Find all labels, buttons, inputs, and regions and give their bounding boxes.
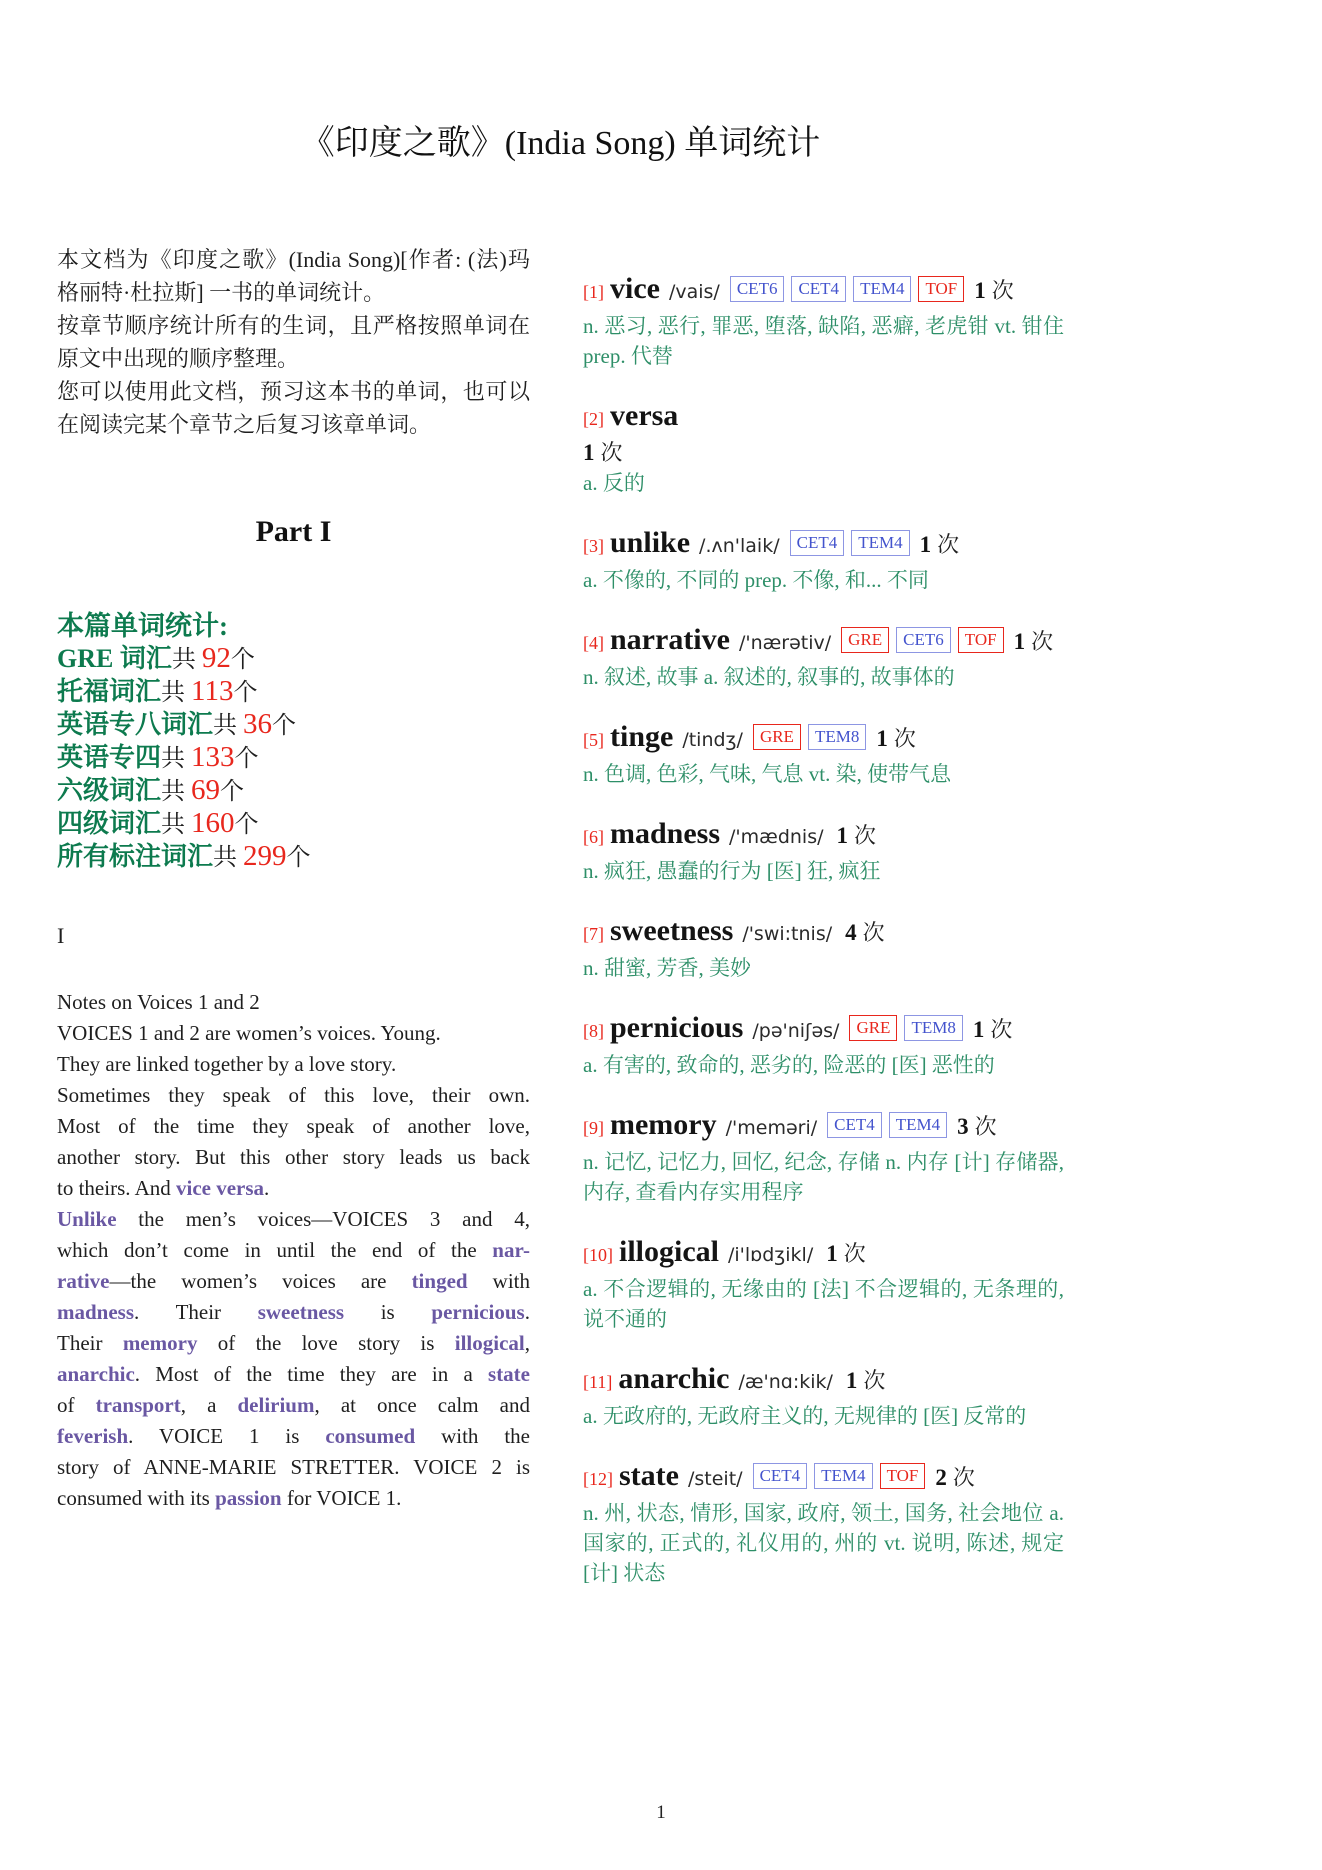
stat-suffix: 个 [272,713,297,739]
entry-phonetic: /pə'niʃəs/ [752,1020,840,1042]
entry-count: 4 [845,920,857,945]
passage-line [57,1142,530,1173]
dict-entry [583,621,1064,692]
stat-line [57,676,530,709]
entry-count-suffix: 次 [843,1241,866,1266]
stat-suffix: 个 [230,647,255,673]
stat-label: 英语专八词汇 [57,710,214,739]
dict-entry [583,1233,1064,1334]
dict-entry [583,1009,1064,1080]
entry-tag-tem4: TEM4 [851,530,909,556]
stat-line [57,643,530,676]
dict-entry [583,1457,1064,1588]
entry-word: narrative [610,623,730,656]
entry-head [583,718,1064,759]
passage-line [57,1111,530,1142]
entry-index: [1] [583,282,604,302]
entry-definition: a. 不像的, 不同的 prep. 不像, 和... 不同 [583,568,929,592]
entry-index: [11] [583,1372,613,1392]
dict-entry [583,912,1064,983]
entry-head [583,1360,1064,1401]
entry-word: madness [610,817,721,850]
highlighted-word: sweetness [257,1300,345,1324]
passage-text: Notes on Voices 1 and 2 [57,990,260,1014]
entry-count: 3 [957,1114,969,1139]
stat-line [57,808,530,841]
entry-count-suffix: 次 [893,726,916,751]
entry-head [583,1009,1064,1050]
entry-count: 1 [1013,629,1026,654]
passage-text: with the [415,1424,530,1448]
entries-column [583,270,1064,1614]
stat-mid-text: 共 [213,713,244,739]
passage-text: Their [57,1331,123,1355]
highlighted-word: memory [122,1331,198,1355]
stats-heading: 本篇单词统计: [57,611,228,641]
passage-text: . Most of the time they are in a [134,1362,489,1386]
stat-count: 133 [191,741,235,773]
entry-definition: n. 叙述, 故事 a. 叙述的, 叙事的, 故事体的 [583,665,955,689]
passage-text: to theirs. And [57,1176,176,1200]
highlighted-word: nar- [492,1238,530,1262]
intro-paragraph: 您可以使用此文档，预习这本书的单词，也可以在阅读完某个章节之后复习该章单词。 [57,379,530,437]
entry-count: 2 [935,1465,947,1490]
highlighted-word: delirium [237,1393,315,1417]
page-number: 1 [656,1802,666,1823]
entry-tag-tem4: TEM4 [853,276,911,302]
stat-count: 160 [191,807,235,839]
passage-line [57,1080,530,1111]
entry-definition: n. 甜蜜, 芳香, 美妙 [583,956,751,980]
entry-phonetic: /'nærətiv/ [738,632,832,654]
entry-count: 1 [972,1017,985,1042]
stat-line [57,775,530,808]
passage-text: . Their [134,1300,258,1324]
entry-count-suffix: 次 [1031,629,1054,654]
highlighted-word: state [488,1362,530,1386]
entry-tag-cet4: CET4 [753,1463,808,1489]
highlighted-word: illogical [454,1331,525,1355]
entry-word: anarchic [618,1362,730,1395]
entry-count: 1 [845,1368,858,1393]
entry-phonetic: /steit/ [687,1468,743,1490]
entry-index: [2] [583,409,604,429]
passage-text: . [524,1300,530,1324]
entry-definition: n. 疯狂, 愚蠢的行为 [医] 狂, 疯狂 [583,859,881,883]
entry-tag-tof: TOF [918,276,964,302]
entry-word: illogical [619,1235,719,1268]
stat-mid-text: 共 [213,845,244,871]
entry-count-suffix: 次 [990,1017,1013,1042]
entry-tag-tem4: TEM4 [889,1112,947,1138]
passage-text: story of ANNE-MARIE STRETTER. VOICE 2 is [57,1455,530,1479]
entry-word: tinge [610,720,674,753]
stat-label: 所有标注词汇 [57,842,214,871]
stat-mid-text: 共 [171,647,202,673]
stat-count: 36 [243,708,273,740]
passage-line [57,1018,530,1049]
entry-word: versa [610,399,679,432]
entry-phonetic: /æ'nɑ:kik/ [738,1371,833,1393]
passage-text: . VOICE 1 is [128,1424,326,1448]
passage-line [57,1173,530,1204]
entry-head [583,815,1064,856]
passage-line [57,987,530,1018]
dict-entry [583,397,1064,498]
stat-suffix: 个 [233,680,258,706]
entry-head [583,621,1064,662]
entry-phonetic: /'swi:tnis/ [742,923,833,945]
entry-index: [9] [583,1118,604,1138]
passage-text: Sometimes they speak of this love, their own. [57,1083,530,1107]
passage-line [57,1483,530,1514]
passage-text: another story. But this other story leads us back [57,1145,530,1169]
entry-word: state [619,1459,679,1492]
dict-entry [583,270,1064,371]
part-heading: Part I [255,515,332,548]
entry-phonetic: /tindʒ/ [682,729,743,751]
stat-mid-text: 共 [161,680,192,706]
passage-text: for VOICE 1. [281,1486,402,1510]
highlighted-word: rative [57,1269,110,1293]
entry-definition: a. 反的 [583,471,645,495]
highlighted-word: pernicious [431,1300,525,1324]
stat-suffix: 个 [234,812,259,838]
entry-count-suffix: 次 [991,278,1014,303]
entry-tag-tem8: TEM8 [904,1015,962,1041]
entry-phonetic: /.ʌn'laik/ [699,535,780,557]
stat-count: 113 [191,675,234,707]
passage-text: , at once calm and [314,1393,530,1417]
passage-text: is [344,1300,432,1324]
stat-label: 托福词汇 [57,677,162,706]
entry-count-suffix: 次 [974,1114,997,1139]
passage-text: VOICES 1 and 2 are women’s voices. Young. [57,1021,441,1045]
passage-line [57,1204,530,1235]
dict-entry [583,1106,1064,1207]
entry-definition: n. 记忆, 记忆力, 回忆, 纪念, 存储 n. 内存 [计] 存储器, 内存, 查看内存实用程序 [583,1150,1064,1204]
stat-count: 299 [243,840,287,872]
passage-line [57,1390,530,1421]
passage-text: the men’s voices—VOICES 3 and 4, [116,1207,530,1231]
highlighted-word: passion [215,1486,282,1510]
passage-line [57,1266,530,1297]
highlighted-word: Unlike [57,1207,117,1231]
entry-word: vice [610,272,660,305]
entry-definition: n. 色调, 色彩, 气味, 气息 vt. 染, 使带气息 [583,762,952,786]
entry-count-suffix: 次 [952,1465,975,1490]
stat-count: 69 [191,774,221,806]
entry-count: 1 [826,1241,838,1266]
entry-tag-cet4: CET4 [827,1112,882,1138]
entry-count: 1 [836,823,849,848]
passage-text: , a [180,1393,238,1417]
passage-text: which don’t come in until the end of the [57,1238,493,1262]
dict-entry [583,524,1064,595]
entry-count: 1 [919,532,932,557]
passage-line [57,1297,530,1328]
entry-head [583,397,1064,438]
entry-count: 1 [876,726,888,751]
entry-phonetic: /'meməri/ [725,1117,818,1139]
stat-suffix: 个 [286,845,311,871]
entry-index: [10] [583,1245,613,1265]
passage-text: They are linked together by a love story. [57,1052,397,1076]
intro-paragraph: 本文档为《印度之歌》(India Song)[作者: (法)玛格丽特·杜拉斯] 一书的单词统计。 [57,247,530,305]
passage-text: of the love story is [197,1331,455,1355]
passage-line [57,1049,530,1080]
highlighted-word: madness [57,1300,135,1324]
entry-count-line [583,438,1064,468]
passage-text: with [467,1269,530,1293]
entry-index: [4] [583,633,604,653]
entry-count: 1 [974,278,986,303]
entry-tag-tof: TOF [880,1463,926,1489]
entry-tag-cet6: CET6 [896,627,951,653]
stat-line [57,742,530,775]
entry-definition: a. 无政府的, 无政府主义的, 无规律的 [医] 反常的 [583,1404,1027,1428]
dict-entry [583,718,1064,789]
stat-count: 92 [201,642,231,674]
stat-label: 六级词汇 [57,776,162,805]
passage-text: Most of the time they speak of another love, [57,1114,530,1138]
entry-count-suffix: 次 [862,920,885,945]
passage [57,987,530,1514]
passage-line [57,1452,530,1483]
stat-line [57,709,530,742]
passage-line [57,1359,530,1390]
entry-definition: a. 不合逻辑的, 无缘由的 [法] 不合逻辑的, 无条理的, 说不通的 [583,1277,1064,1331]
entry-index: [5] [583,730,604,750]
highlighted-word: consumed [325,1424,416,1448]
section-label: I [57,923,65,948]
stat-mid-text: 共 [161,812,192,838]
entry-head [583,1233,1064,1274]
stat-suffix: 个 [234,746,259,772]
stat-label: GRE 词汇 [57,644,172,673]
entry-word: pernicious [610,1011,744,1044]
entry-count: 1 [583,440,595,465]
highlighted-word: anarchic [57,1362,135,1386]
passage-text: . [264,1176,270,1200]
entry-tag-gre: GRE [849,1015,897,1041]
stat-suffix: 个 [220,779,245,805]
entry-index: [6] [583,827,604,847]
entry-head [583,1457,1064,1498]
entry-definition: a. 有害的, 致命的, 恶劣的, 险恶的 [医] 恶性的 [583,1053,995,1077]
passage-line [57,1328,530,1359]
stat-label: 四级词汇 [57,809,162,838]
entry-index: [12] [583,1469,613,1489]
entry-count-suffix: 次 [600,440,623,465]
dict-entry [583,815,1064,886]
stat-mid-text: 共 [161,746,192,772]
passage-line [57,1235,530,1266]
stat-mid-text: 共 [161,779,192,805]
entry-phonetic: /'mædnis/ [729,826,824,848]
passage-text: consumed with its [57,1486,216,1510]
entry-phonetic: /vais/ [668,281,720,303]
entry-definition: n. 州, 状态, 情形, 国家, 政府, 领土, 国务, 社会地位 a. 国家的, 正式的, 礼仪用的, 州的 vt. 说明, 陈述, 规定 [计] 状态 [583,1501,1064,1585]
entry-index: [7] [583,924,604,944]
highlighted-word: vice versa [176,1176,265,1200]
page-title: 《印度之歌》(India Song) 单词统计 [300,125,821,162]
entry-tag-gre: GRE [753,724,801,750]
entry-count-suffix: 次 [937,532,960,557]
entry-definition: n. 恶习, 恶行, 罪恶, 堕落, 缺陷, 恶癖, 老虎钳 vt. 钳住 prep. 代替 [583,314,1064,368]
entry-tag-tem4: TEM4 [814,1463,872,1489]
entry-count-suffix: 次 [854,823,877,848]
entry-head [583,270,1064,311]
entry-word: unlike [610,526,691,559]
entry-count-suffix: 次 [863,1368,886,1393]
entry-head [583,524,1064,565]
passage-text: —the women’s voices are [109,1269,412,1293]
highlighted-word: tinged [411,1269,468,1293]
entry-tag-tem8: TEM8 [808,724,866,750]
entry-index: [3] [583,536,604,556]
passage-text: of [57,1393,96,1417]
entry-tag-cet4: CET4 [791,276,846,302]
highlighted-word: feverish [57,1424,129,1448]
entry-word: memory [610,1108,717,1141]
passage-text: , [524,1331,530,1355]
passage-line [57,1421,530,1452]
entry-head [583,1106,1064,1147]
entry-tag-cet4: CET4 [790,530,845,556]
dict-entry [583,1360,1064,1431]
highlighted-word: transport [95,1393,181,1417]
intro-paragraph: 按章节顺序统计所有的生词，且严格按照单词在原文中出现的顺序整理。 [57,313,530,371]
entry-tag-tof: TOF [958,627,1004,653]
entry-head [583,912,1064,953]
entry-index: [8] [583,1021,604,1041]
left-column [57,243,530,1514]
stats-list [57,643,530,874]
entry-tag-gre: GRE [841,627,889,653]
entry-word: sweetness [610,914,734,947]
entry-phonetic: /i'lɒdʒikl/ [728,1244,814,1266]
stat-label: 英语专四 [57,743,162,772]
stat-line [57,841,530,874]
entry-tag-cet6: CET6 [730,276,785,302]
